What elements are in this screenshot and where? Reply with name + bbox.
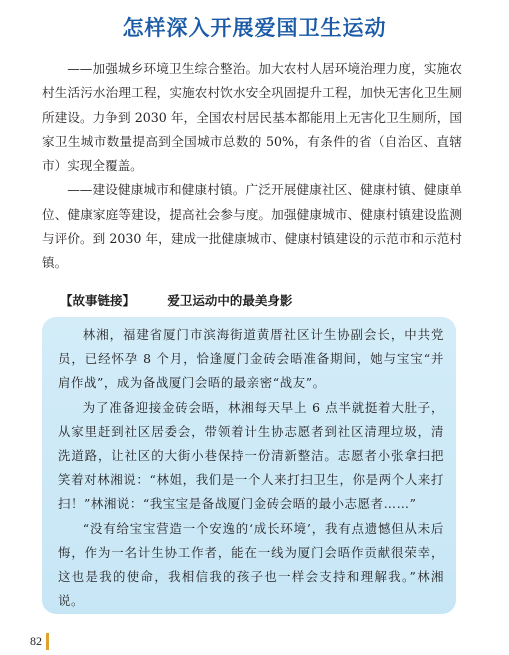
page-title: 怎样深入开展爱国卫生运动 [122,15,387,40]
page-number-bar [46,633,49,650]
story-tag: 【故事链接】 [60,293,136,308]
paragraph-2: ——建设健康城市和健康村镇。广泛开展健康社区、健康村镇、健康单位、健康家庭等建设，提高社会参与度。加强健康城市、健康村镇建设监测与评价。到 2030 年，建成一批健康城市、健康村镇建设的示范市和示范村镇。 [42,182,462,271]
story-paragraph-1: 林湘，福建省厦门市滨海街道黄厝社区计生协副会长，中共党员，已经怀孕 8 个月，恰逢厦门金砖会晤准备期间，她与宝宝“并肩作战”，成为备战厦门会晤的最亲密“战友”。 [58,327,444,391]
story-header [60,291,292,309]
main-text [42,57,462,276]
story-text [58,323,444,613]
story-title: 爱卫运动中的最美身影 [167,293,293,308]
story-paragraph-3: “没有给宝宝营造一个安逸的‘成长环境’，我有点遗憾但从未后悔，作为一名计生协工作者，能在一线为厦门会晤作贡献很荣幸，这也是我的使命，我相信我的孩子也一样会支持和理解我。”林湘说。 [58,520,444,609]
page-number: 82 [30,634,42,648]
paragraph-1: ——加强城乡环境卫生综合整治。加大农村人居环境治理力度，实施农村生活污水治理工程，实施农村饮水安全巩固提升工程，加快无害化卫生厕所建设。力争到 2030 年，全国农村居民基本都能用上无害化卫生厕所，国家卫生城市数量提高到全国城市总数的 50%，有条件的省（自治区、直辖市）实现全覆盖。 [42,61,462,174]
story-paragraph-2: 为了准备迎接金砖会晤，林湘每天早上 6 点半就挺着大肚子，从家里赶到社区居委会，带领着计生协志愿者到社区清理垃圾，清洗道路，让社区的大街小巷保持一份清新整洁。志愿者小张拿扫把笑着对林湘说：“林姐，我们是一个人来打扫卫生，你是两个人来打扫！”林湘说：“我宝宝是备战厦门金砖会晤的最小志愿者……” [58,399,444,512]
